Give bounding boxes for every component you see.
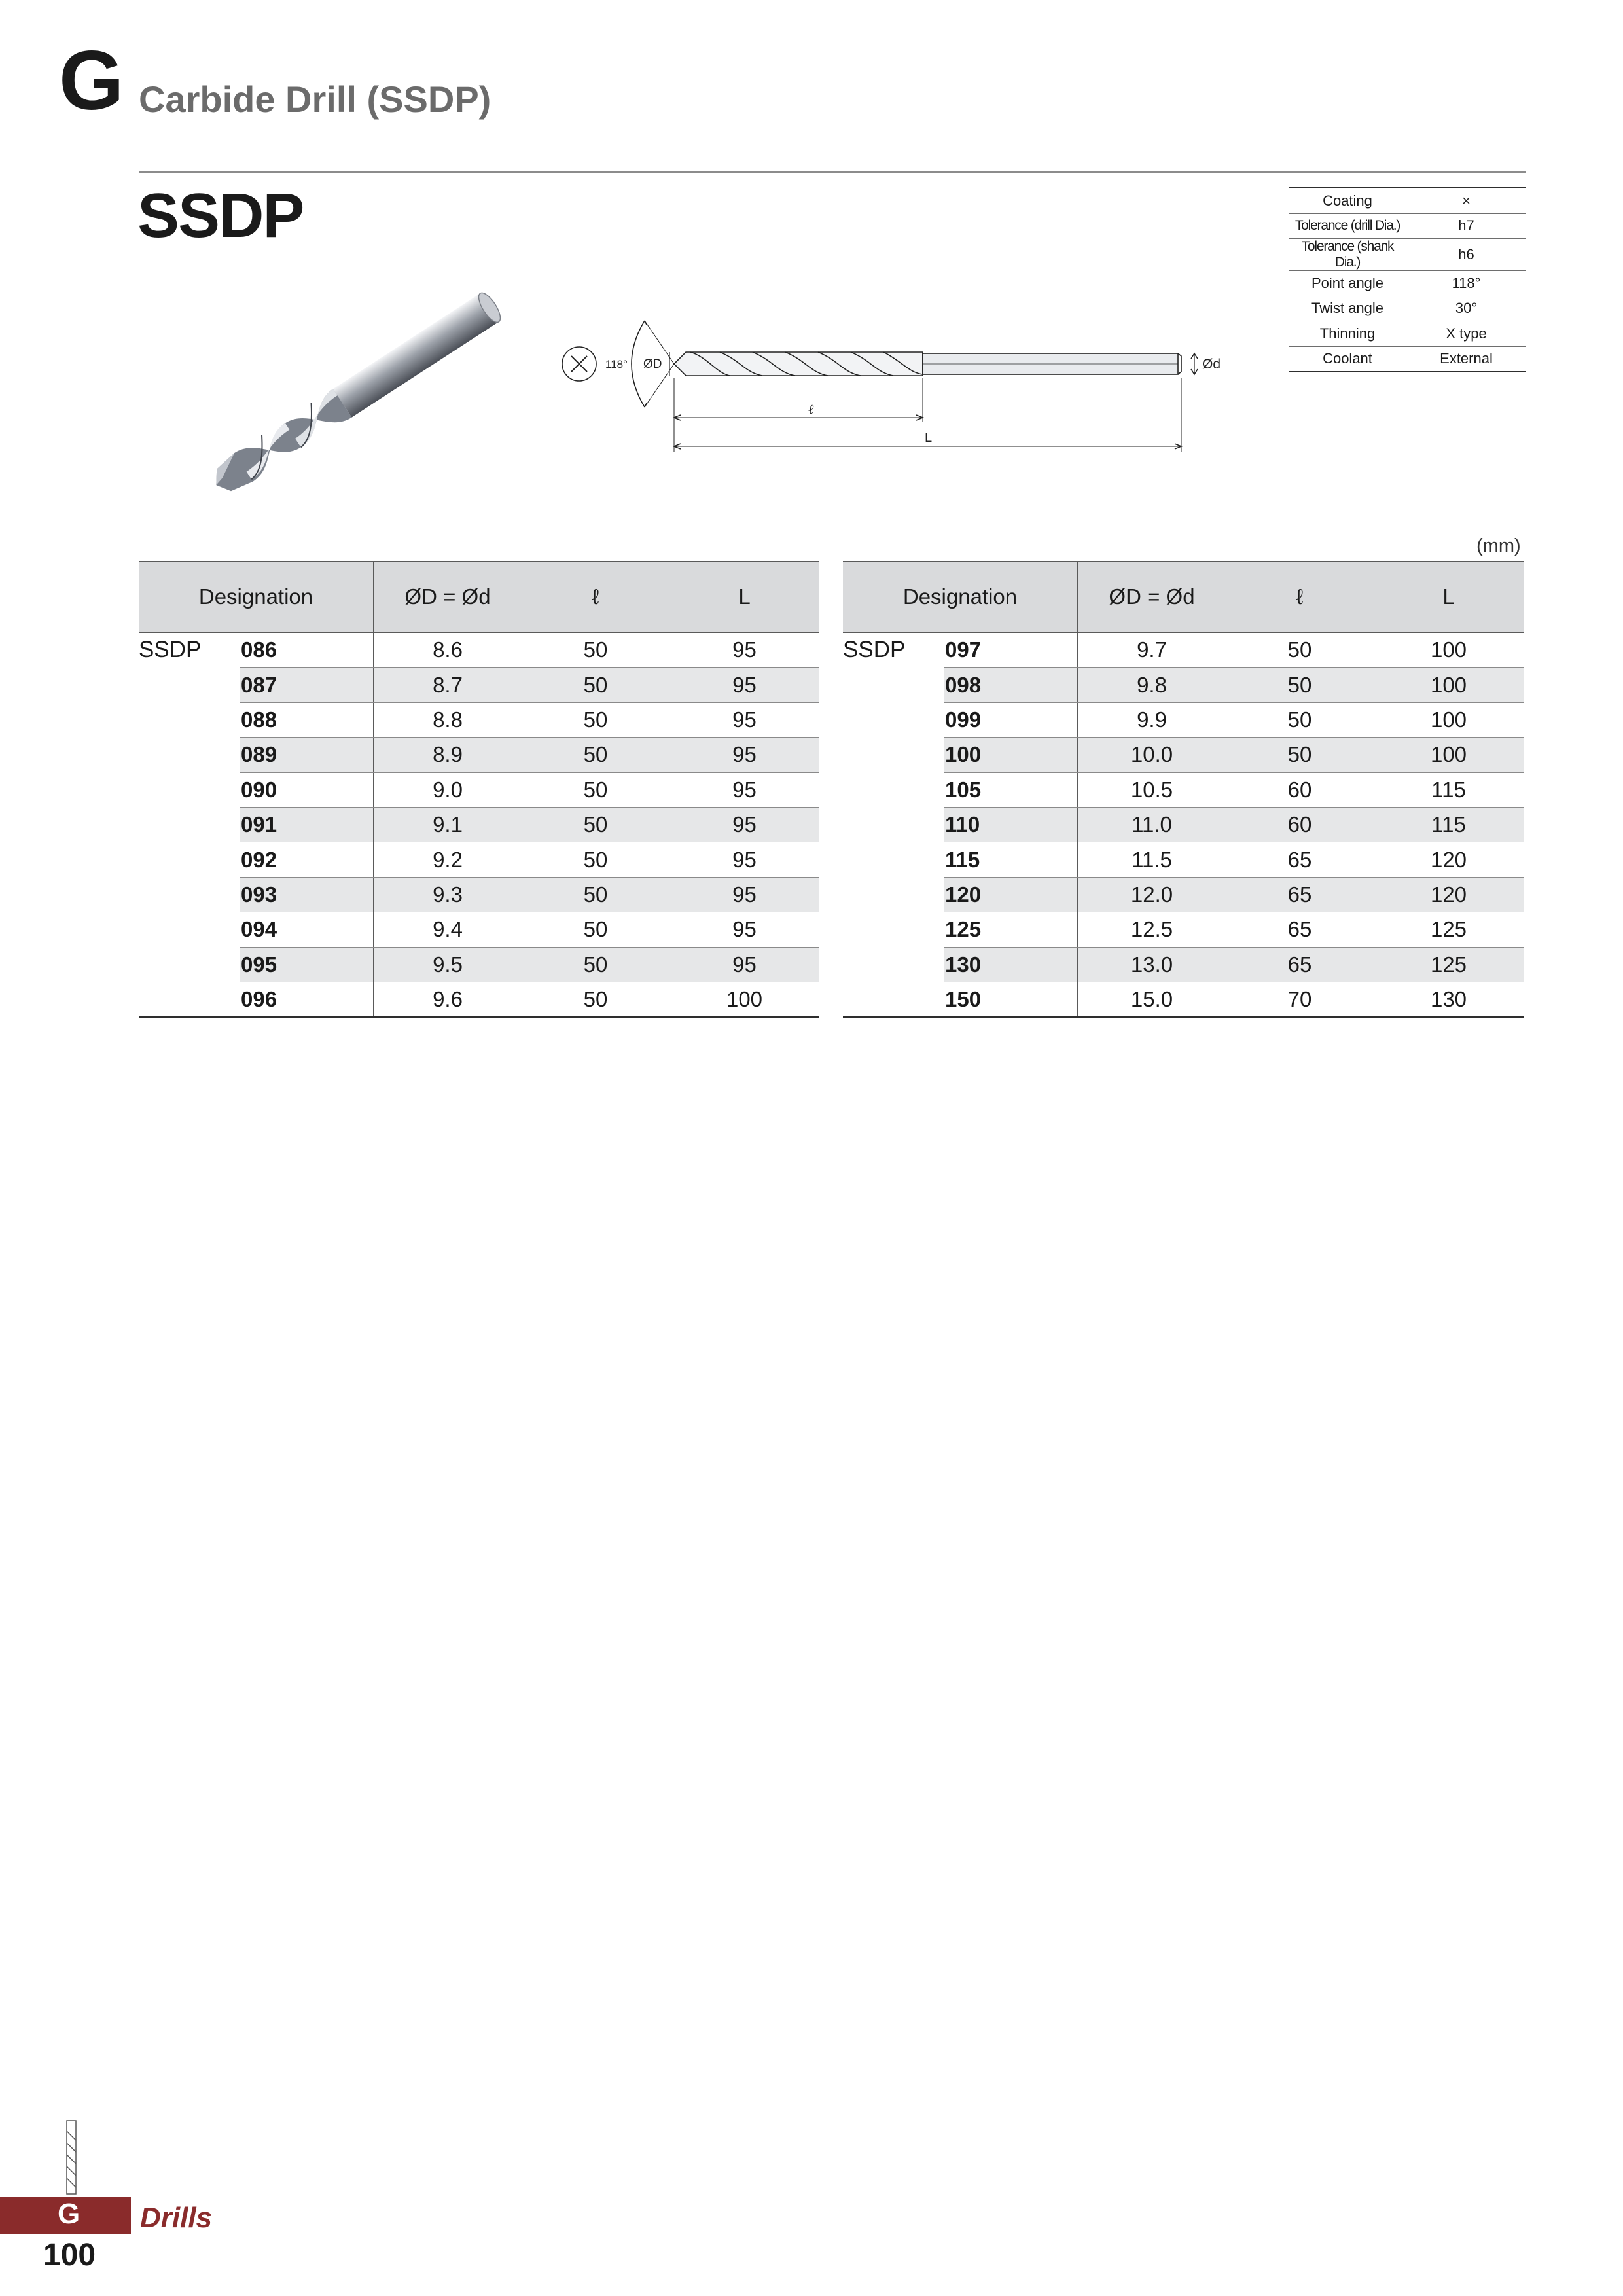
- spec-row: [1289, 271, 1526, 296]
- diameter-value: 9.5: [374, 947, 522, 982]
- diameter-value: 8.6: [374, 632, 522, 668]
- spec-value: 118°: [1406, 271, 1527, 296]
- spec-label: Coolant: [1289, 346, 1406, 372]
- diameter-value: 10.5: [1078, 772, 1226, 807]
- col-overall-length: L: [669, 562, 819, 632]
- diameter-value: 12.5: [1078, 912, 1226, 947]
- overall-length-value: 95: [669, 912, 819, 947]
- overall-length-value: 100: [1374, 632, 1524, 668]
- table-row: [139, 982, 819, 1017]
- point-angle-label: 118°: [605, 358, 628, 370]
- shank-diameter-label: Ød: [1202, 357, 1221, 372]
- flute-length-value: 50: [522, 877, 669, 912]
- flute-length-value: 50: [1226, 632, 1374, 668]
- overall-length-value: 115: [1374, 807, 1524, 842]
- designation-code: 099: [944, 702, 1078, 737]
- diameter-value: 9.7: [1078, 632, 1226, 668]
- diameter-value: 12.0: [1078, 877, 1226, 912]
- designation-code: 089: [240, 738, 374, 772]
- table-row: [139, 702, 819, 737]
- diameter-value: 9.2: [374, 842, 522, 877]
- flute-length-value: 50: [1226, 702, 1374, 737]
- overall-length-value: 95: [669, 702, 819, 737]
- footer-section-letter: G: [58, 2198, 80, 2230]
- diameter-value: 9.1: [374, 807, 522, 842]
- col-overall-length: L: [1374, 562, 1524, 632]
- flute-length-value: 60: [1226, 772, 1374, 807]
- flute-length-value: 50: [522, 912, 669, 947]
- table-row: [843, 668, 1524, 702]
- overall-length-value: 115: [1374, 772, 1524, 807]
- table-row: [139, 632, 819, 668]
- designation-code: 105: [944, 772, 1078, 807]
- table-row: [139, 668, 819, 702]
- table-row: [843, 947, 1524, 982]
- designation-code: 086: [240, 632, 374, 668]
- overall-length-value: 95: [669, 877, 819, 912]
- section-title: Carbide Drill (SSDP): [139, 79, 491, 120]
- series-prefix: [843, 877, 944, 912]
- overall-length-value: 100: [1374, 738, 1524, 772]
- table-row: [843, 632, 1524, 668]
- page-number: 100: [43, 2238, 96, 2272]
- flute-length-value: 50: [522, 738, 669, 772]
- overall-length-value: 130: [1374, 982, 1524, 1017]
- designation-code: 093: [240, 877, 374, 912]
- table-row: [139, 842, 819, 877]
- spec-value: h7: [1406, 213, 1527, 239]
- series-prefix: SSDP: [139, 632, 240, 668]
- series-prefix: [139, 947, 240, 982]
- series-prefix: [843, 842, 944, 877]
- spec-value: ×: [1406, 188, 1527, 213]
- diameter-value: 10.0: [1078, 738, 1226, 772]
- series-prefix: [843, 772, 944, 807]
- spec-row: [1289, 188, 1526, 213]
- diameter-value: 13.0: [1078, 947, 1226, 982]
- overall-length-value: 95: [669, 738, 819, 772]
- drill-photo: [177, 288, 530, 504]
- table-row: [139, 772, 819, 807]
- diameter-value: 9.9: [1078, 702, 1226, 737]
- overall-length-value: 95: [669, 668, 819, 702]
- flute-length-label: ℓ: [808, 403, 814, 417]
- series-prefix: [139, 842, 240, 877]
- designation-code: 094: [240, 912, 374, 947]
- designation-code: 095: [240, 947, 374, 982]
- series-prefix: [139, 668, 240, 702]
- designation-code: 091: [240, 807, 374, 842]
- series-prefix: [139, 702, 240, 737]
- series-prefix: [843, 947, 944, 982]
- designation-code: 098: [944, 668, 1078, 702]
- designation-code: 087: [240, 668, 374, 702]
- table-header: [843, 562, 1524, 632]
- overall-length-value: 95: [669, 807, 819, 842]
- series-prefix: [843, 668, 944, 702]
- col-designation: Designation: [139, 562, 374, 632]
- unit-label: (mm): [1476, 535, 1521, 556]
- series-prefix: SSDP: [843, 632, 944, 668]
- col-flute-length: ℓ: [1226, 562, 1374, 632]
- series-prefix: [843, 912, 944, 947]
- flute-length-value: 50: [522, 982, 669, 1017]
- spec-label: Coating: [1289, 188, 1406, 213]
- drill-diameter-label: ØD: [643, 357, 662, 371]
- technical-drawing: [560, 301, 1266, 465]
- table-row: [843, 702, 1524, 737]
- overall-length-value: 100: [1374, 668, 1524, 702]
- spec-value: 30°: [1406, 296, 1527, 321]
- flute-length-value: 50: [522, 807, 669, 842]
- diameter-value: 11.0: [1078, 807, 1226, 842]
- diameter-value: 9.0: [374, 772, 522, 807]
- overall-length-value: 125: [1374, 947, 1524, 982]
- table-row: [843, 877, 1524, 912]
- overall-length-value: 100: [669, 982, 819, 1017]
- section-letter: G: [59, 34, 122, 128]
- flute-length-value: 50: [522, 632, 669, 668]
- series-prefix: [843, 702, 944, 737]
- table-row: [139, 807, 819, 842]
- col-flute-length: ℓ: [522, 562, 669, 632]
- series-prefix: [139, 772, 240, 807]
- table-body: [843, 632, 1524, 1017]
- spec-label: Tolerance (shank Dia.): [1289, 239, 1406, 271]
- spec-row: [1289, 296, 1526, 321]
- flute-length-value: 50: [1226, 738, 1374, 772]
- spec-value: X type: [1406, 321, 1527, 347]
- flute-length-value: 65: [1226, 877, 1374, 912]
- diameter-value: 8.9: [374, 738, 522, 772]
- flute-length-value: 50: [522, 772, 669, 807]
- series-prefix: [843, 738, 944, 772]
- designation-code: 090: [240, 772, 374, 807]
- dimension-table-right: [843, 561, 1524, 1018]
- designation-code: 115: [944, 842, 1078, 877]
- table-row: [139, 912, 819, 947]
- designation-code: 092: [240, 842, 374, 877]
- diameter-value: 9.8: [1078, 668, 1226, 702]
- spec-label: Twist angle: [1289, 296, 1406, 321]
- table-row: [843, 738, 1524, 772]
- designation-code: 125: [944, 912, 1078, 947]
- flute-length-value: 65: [1226, 947, 1374, 982]
- flute-length-value: 65: [1226, 912, 1374, 947]
- flute-length-value: 50: [522, 702, 669, 737]
- diameter-value: 9.6: [374, 982, 522, 1017]
- table-body: [139, 632, 819, 1017]
- flute-length-value: 50: [522, 668, 669, 702]
- designation-code: 088: [240, 702, 374, 737]
- table-row: [139, 738, 819, 772]
- series-prefix: [139, 877, 240, 912]
- diameter-value: 9.3: [374, 877, 522, 912]
- designation-code: 110: [944, 807, 1078, 842]
- drill-icon: [62, 2118, 81, 2197]
- spec-label: Tolerance (drill Dia.): [1289, 213, 1406, 239]
- spec-row: [1289, 213, 1526, 239]
- spec-value: External: [1406, 346, 1527, 372]
- spec-label: Point angle: [1289, 271, 1406, 296]
- overall-length-value: 95: [669, 632, 819, 668]
- table-row: [139, 877, 819, 912]
- table-header: [139, 562, 819, 632]
- series-prefix: [139, 738, 240, 772]
- overall-length-value: 95: [669, 842, 819, 877]
- flute-length-value: 70: [1226, 982, 1374, 1017]
- diameter-value: 9.4: [374, 912, 522, 947]
- table-row: [843, 842, 1524, 877]
- table-row: [139, 947, 819, 982]
- header-divider: [139, 171, 1526, 173]
- col-diameter: ØD = Ød: [374, 562, 522, 632]
- overall-length-value: 100: [1374, 702, 1524, 737]
- designation-code: 150: [944, 982, 1078, 1017]
- table-row: [843, 912, 1524, 947]
- product-title: SSDP: [137, 181, 304, 251]
- designation-code: 097: [944, 632, 1078, 668]
- diameter-value: 8.7: [374, 668, 522, 702]
- spec-label: Thinning: [1289, 321, 1406, 347]
- footer-section-label: Drills: [140, 2202, 213, 2234]
- flute-length-value: 50: [522, 842, 669, 877]
- spec-row: [1289, 346, 1526, 372]
- table-row: [843, 772, 1524, 807]
- spec-value: h6: [1406, 239, 1527, 271]
- table-row: [843, 982, 1524, 1017]
- col-designation: Designation: [843, 562, 1078, 632]
- overall-length-value: 120: [1374, 842, 1524, 877]
- dimension-table-left: [139, 561, 819, 1018]
- designation-code: 130: [944, 947, 1078, 982]
- overall-length-value: 125: [1374, 912, 1524, 947]
- overall-length-value: 95: [669, 947, 819, 982]
- overall-length-value: 95: [669, 772, 819, 807]
- spec-row: [1289, 239, 1526, 271]
- flute-length-value: 50: [522, 947, 669, 982]
- designation-code: 120: [944, 877, 1078, 912]
- series-prefix: [139, 982, 240, 1017]
- diameter-value: 8.8: [374, 702, 522, 737]
- flute-length-value: 65: [1226, 842, 1374, 877]
- diameter-value: 11.5: [1078, 842, 1226, 877]
- series-prefix: [843, 807, 944, 842]
- series-prefix: [139, 912, 240, 947]
- flute-length-value: 50: [1226, 668, 1374, 702]
- diameter-value: 15.0: [1078, 982, 1226, 1017]
- table-row: [843, 807, 1524, 842]
- series-prefix: [139, 807, 240, 842]
- overall-length-label: L: [925, 431, 933, 445]
- spec-row: [1289, 321, 1526, 347]
- designation-code: 096: [240, 982, 374, 1017]
- series-prefix: [843, 982, 944, 1017]
- col-diameter: ØD = Ød: [1078, 562, 1226, 632]
- designation-code: 100: [944, 738, 1078, 772]
- flute-length-value: 60: [1226, 807, 1374, 842]
- overall-length-value: 120: [1374, 877, 1524, 912]
- spec-table: [1289, 187, 1526, 372]
